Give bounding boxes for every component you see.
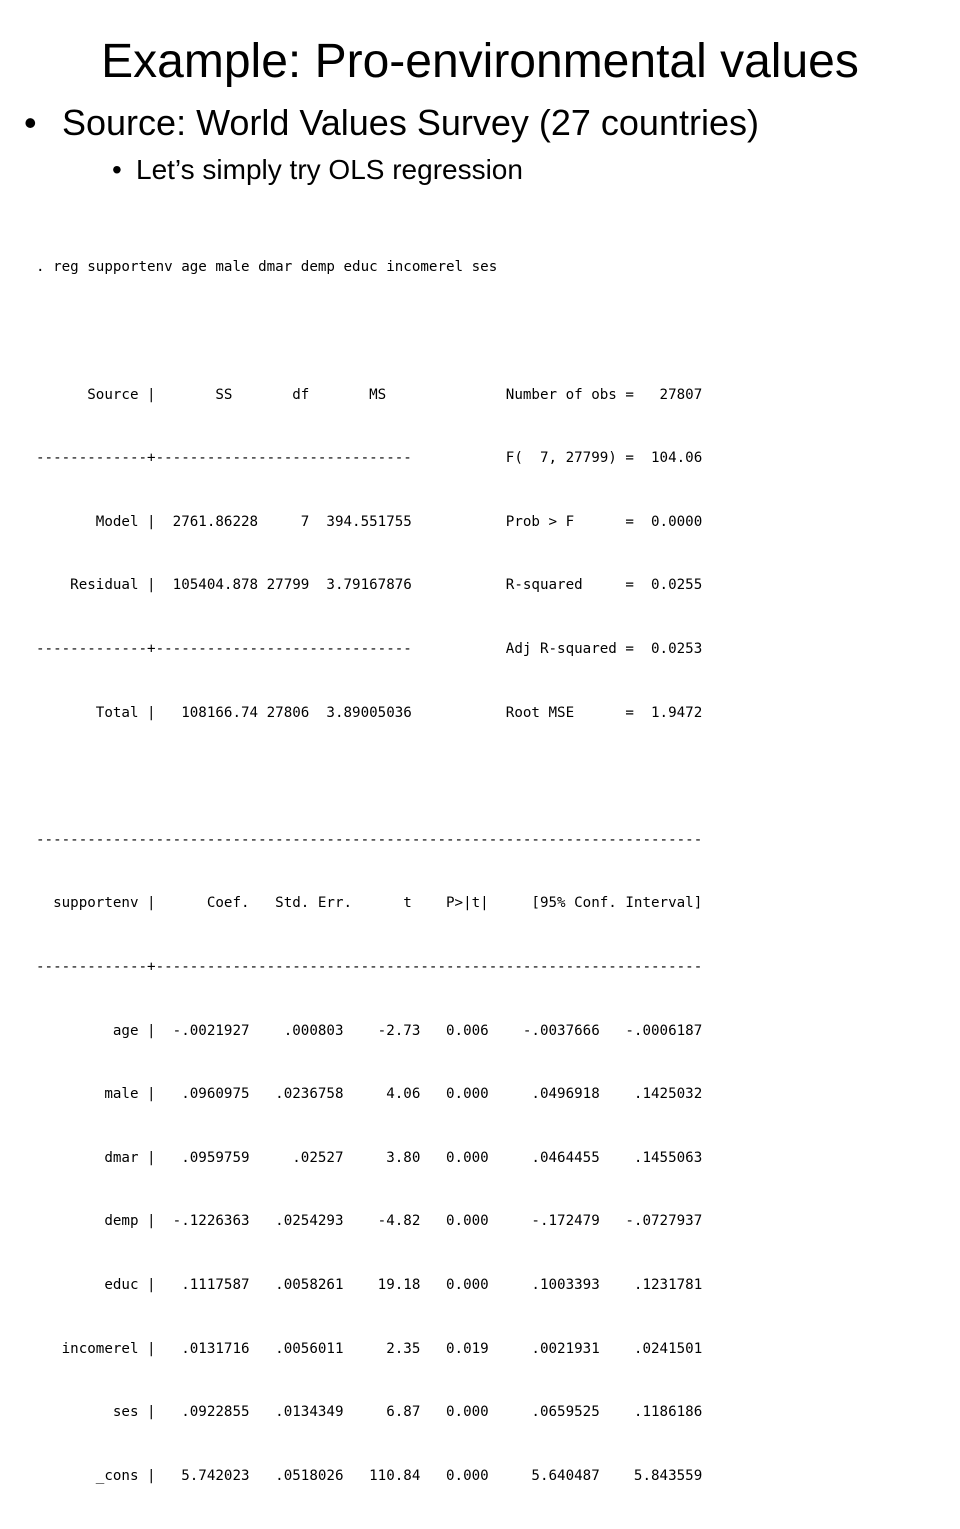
coef-row: educ | .1117587 .0058261 19.18 0.000 .1003393 .1231781 — [36, 1276, 703, 1293]
stata-blank-line — [36, 766, 702, 787]
anova-separator: -------------+------------------------------ Adj R-squared = 0.0253 — [36, 640, 703, 657]
coef-row: ses | .0922855 .0134349 6.87 0.000 .0659525 .1186186 — [36, 1404, 703, 1421]
bullet-ols-text: Let’s simply try OLS regression — [136, 154, 523, 185]
bullet-source — [24, 98, 759, 148]
anova-header: Source | SS df MS Number of obs = 27807 — [36, 386, 703, 403]
slide-title: Example: Pro-environmental values — [101, 35, 859, 88]
coef-row: incomerel | .0131716 .0056011 2.35 0.019 .0021931 .0241501 — [36, 1340, 703, 1357]
coef-row: demp | -.1226363 .0254293 -4.82 0.000 -.172479 -.0727937 — [36, 1213, 703, 1230]
bullet-source-text: Source: World Values Survey (27 countries) — [62, 102, 759, 143]
bullet-ols — [112, 150, 523, 190]
coef-row: _cons | 5.742023 .0518026 110.84 0.000 5.640487 5.843559 — [36, 1467, 703, 1484]
anova-residual-row: Residual | 105404.878 27799 3.79167876 R-squared = 0.0255 — [36, 577, 703, 594]
coef-row: dmar | .0959759 .02527 3.80 0.000 .0464455 .1455063 — [36, 1149, 703, 1166]
anova-separator: -------------+------------------------------ F( 7, 27799) = 104.06 — [36, 450, 703, 467]
anova-model-row: Model | 2761.86228 7 394.551755 Prob > F = 0.0000 — [36, 513, 703, 530]
coef-separator: ------------------------------------------------------------------------------ — [36, 831, 703, 848]
coef-row: male | .0960975 .0236758 4.06 0.000 .0496918 .1425032 — [36, 1086, 703, 1103]
bullet-dot-icon: • — [24, 102, 37, 143]
coef-separator: -------------+---------------------------------------------------------------- — [36, 958, 703, 975]
stata-command: . reg supportenv age male dmar demp educ incomerel ses — [36, 259, 498, 276]
coef-row: age | -.0021927 .000803 -2.73 0.006 -.0037666 -.0006187 — [36, 1022, 703, 1039]
stata-output — [36, 215, 702, 1529]
stata-blank-line — [36, 321, 702, 342]
anova-total-row: Total | 108166.74 27806 3.89005036 Root MSE = 1.9472 — [36, 704, 703, 721]
coef-header: supportenv | Coef. Std. Err. t P>|t| [95% Conf. Interval] — [36, 895, 703, 912]
bullet-dot-icon: • — [112, 154, 122, 185]
